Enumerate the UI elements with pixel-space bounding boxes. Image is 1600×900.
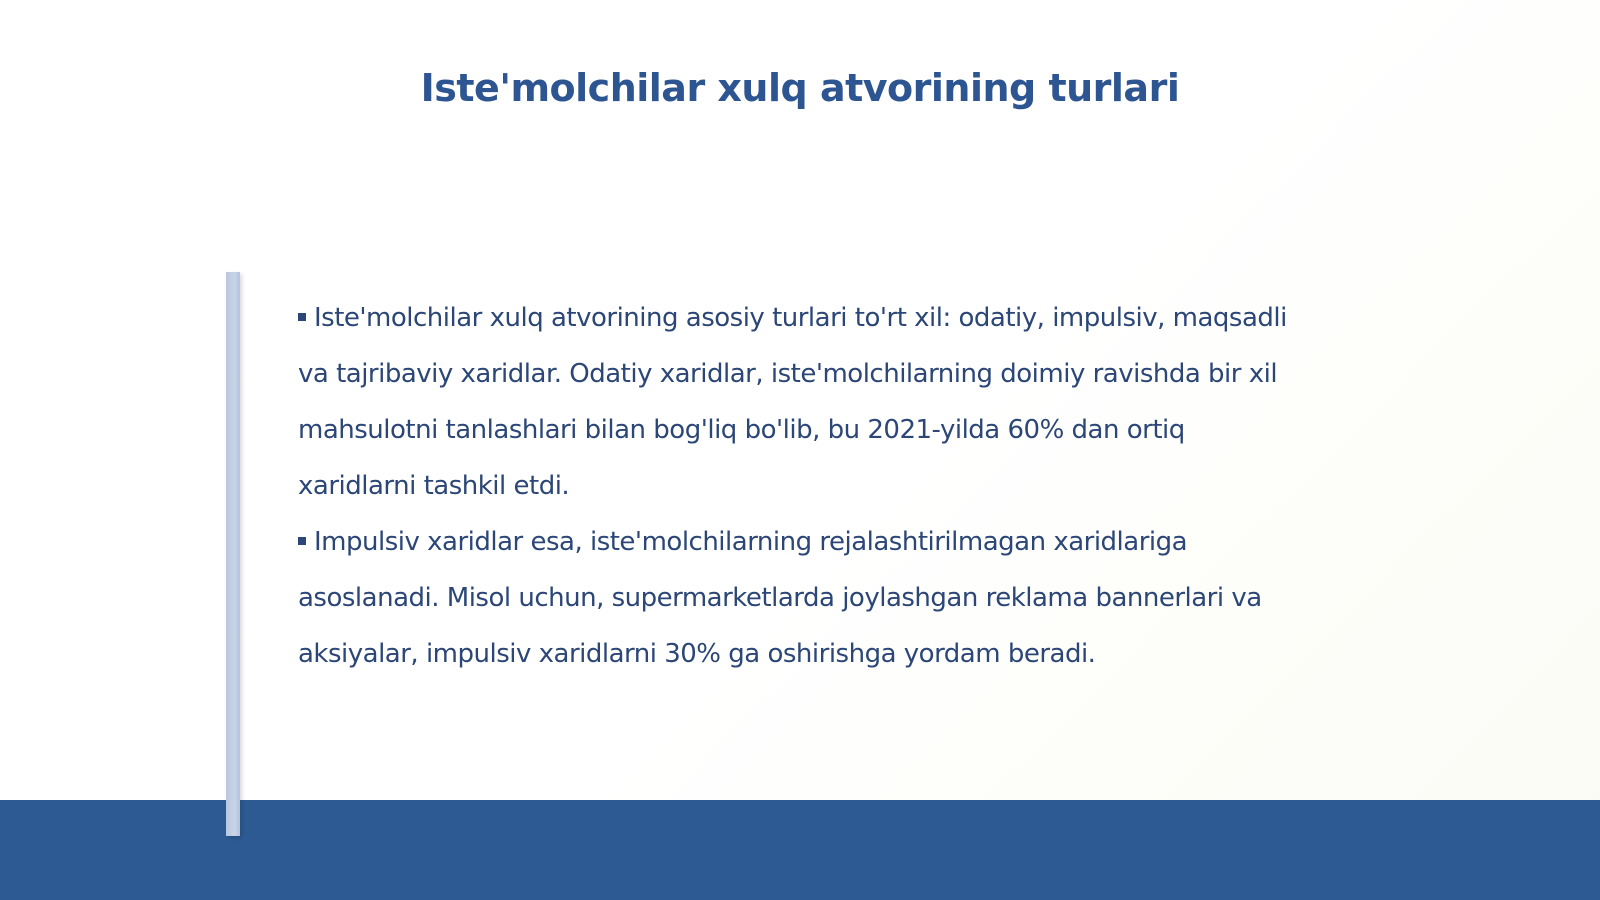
slide-title: Iste'molchilar xulq atvorining turlari	[420, 66, 1180, 110]
bullet-text-2: Impulsiv xaridlar esa, iste'molchilarning rejalashtirilmagan xaridlariga asoslanadi. Misol uchun, supermarketlarda joylashgan reklama bannerlari va aksiyalar, impulsiv xaridlarni 30% ga oshirishga yordam beradi.	[298, 527, 1262, 669]
footer-band	[0, 800, 1600, 900]
square-bullet-icon	[298, 537, 306, 545]
vertical-accent-bar	[226, 272, 240, 836]
bullet-paragraph-1	[298, 290, 1308, 514]
bullet-text-1: Iste'molchilar xulq atvorining asosiy turlari to'rt xil: odatiy, impulsiv, maqsadli va tajribaviy xaridlar. Odatiy xaridlar, iste'molchilarning doimiy ravishda bir xil mahsulotni tanlashlari bilan bog'liq bo'lib, bu 2021-yilda 60% dan ortiq xaridlarni tashkil etdi.	[298, 303, 1287, 501]
slide-body	[298, 290, 1308, 682]
square-bullet-icon	[298, 313, 306, 321]
bullet-paragraph-2	[298, 514, 1308, 682]
